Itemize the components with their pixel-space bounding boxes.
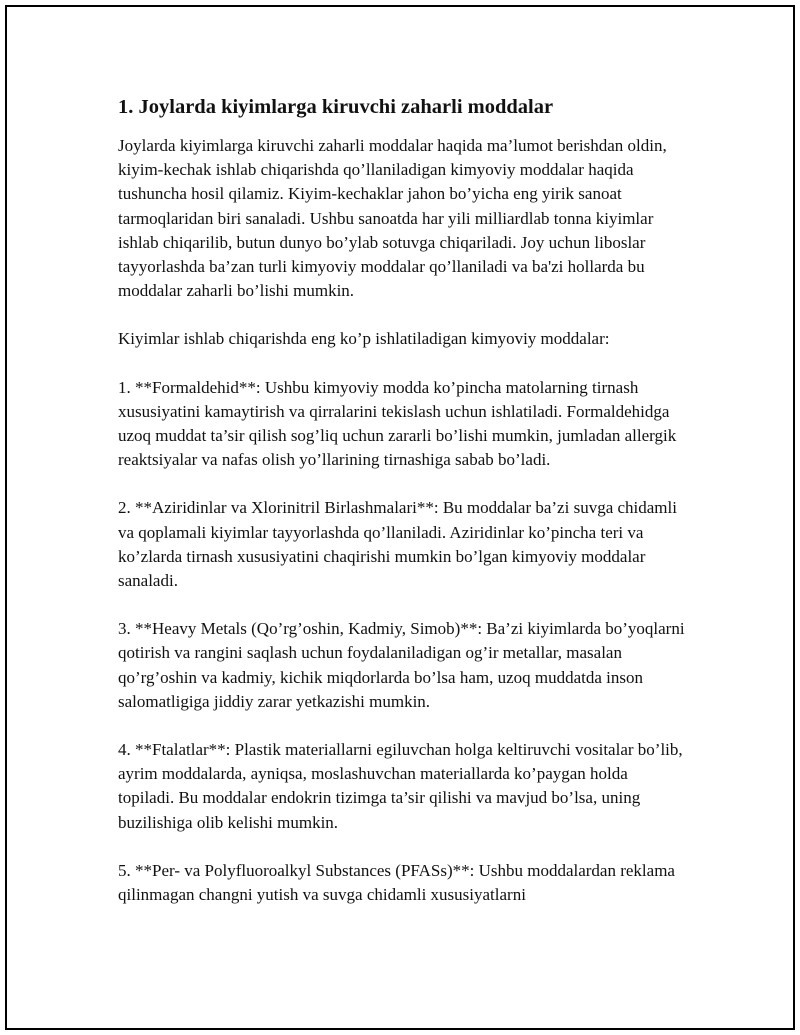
paragraph-item-5: 5. **Per- va Polyfluoroalkyl Substances (PFASs)**: Ushbu moddalardan reklama qilinmagan changni yutish va suvga chidamli xususiyatlarni: [118, 860, 675, 905]
paragraph-intro: Joylarda kiyimlarga kiruvchi zaharli moddalar haqida ma’lumot berishdan oldin, kiyim-kechak ishlab chiqarishda qo’llaniladigan kimyoviy moddalar haqida tushuncha hosil qilamiz. Kiyim-kechaklar jahon bo’yicha eng yirik sanoat tarmoqlaridan biri sanaladi. Ushbu sanoatda har yili milliardlab tonna kiyimlar ishlab chiqarilib, butun dunyo bo’ylab sotuvga chiqariladi. Joy uchun liboslar tayyorlashda ba’zan turli kimyoviy moddalar qo’llaniladi va ba'zi hollarda bu moddalar zaharli bo’lishi mumkin.: [118, 136, 667, 301]
paragraph-item-2: 2. **Aziridinlar va Xlorinitril Birlashmalari**: Bu moddalar ba’zi suvga chidamli va qoplamali kiyimlar tayyorlashda qo’llaniladi. Aziridinlar ko’pincha teri va ko’zlarda tirnash xususiyatini chaqirishi mumkin bo’lgan kimyoviy moddalar sanaladi.: [118, 498, 677, 591]
paragraph-item-3: 3. **Heavy Metals (Qo’rg’oshin, Kadmiy, Simob)**: Ba’zi kiyimlarda bo’yoqlarni qotirish va rangini saqlash uchun foydalaniladigan og’ir metallar, masalan qo’rg’oshin va kadmiy, kichik miqdorlarda bo’lsa ham, uzoq muddatda inson salomatligiga jiddiy zarar yetkazishi mumkin.: [118, 619, 685, 711]
paragraph-item-4: 4. **Ftalatlar**: Plastik materiallarni egiluvchan holga keltiruvchi vositalar bo’lib, ayrim moddalarda, ayniqsa, moslashuvchan materiallarda ko’paygan holda topiladi. Bu moddalar endokrin tizimga ta’sir qilishi va mavjud bo’lsa, uning buzilishiga olib kelishi mumkin.: [118, 740, 683, 832]
paragraph-item-1: 1. **Formaldehid**: Ushbu kimyoviy modda ko’pincha matolarning tirnash xususiyatini kamaytirish va qirralarini tekislash uchun ishlatiladi. Formaldehidga uzoq muddat ta’sir qilish sog’liq uchun zararli bo’lishi mumkin, jumladan allergik reaktsiyalar va nafas olish yo’llarining tirnashiga sabab bo’ladi.: [118, 377, 677, 470]
document-title: 1. Joylarda kiyimlarga kiruvchi zaharli moddalar: [118, 96, 554, 118]
paragraph-list-intro: Kiyimlar ishlab chiqarishda eng ko’p ishlatiladigan kimyoviy moddalar:: [118, 329, 610, 349]
document-body: [118, 94, 688, 931]
